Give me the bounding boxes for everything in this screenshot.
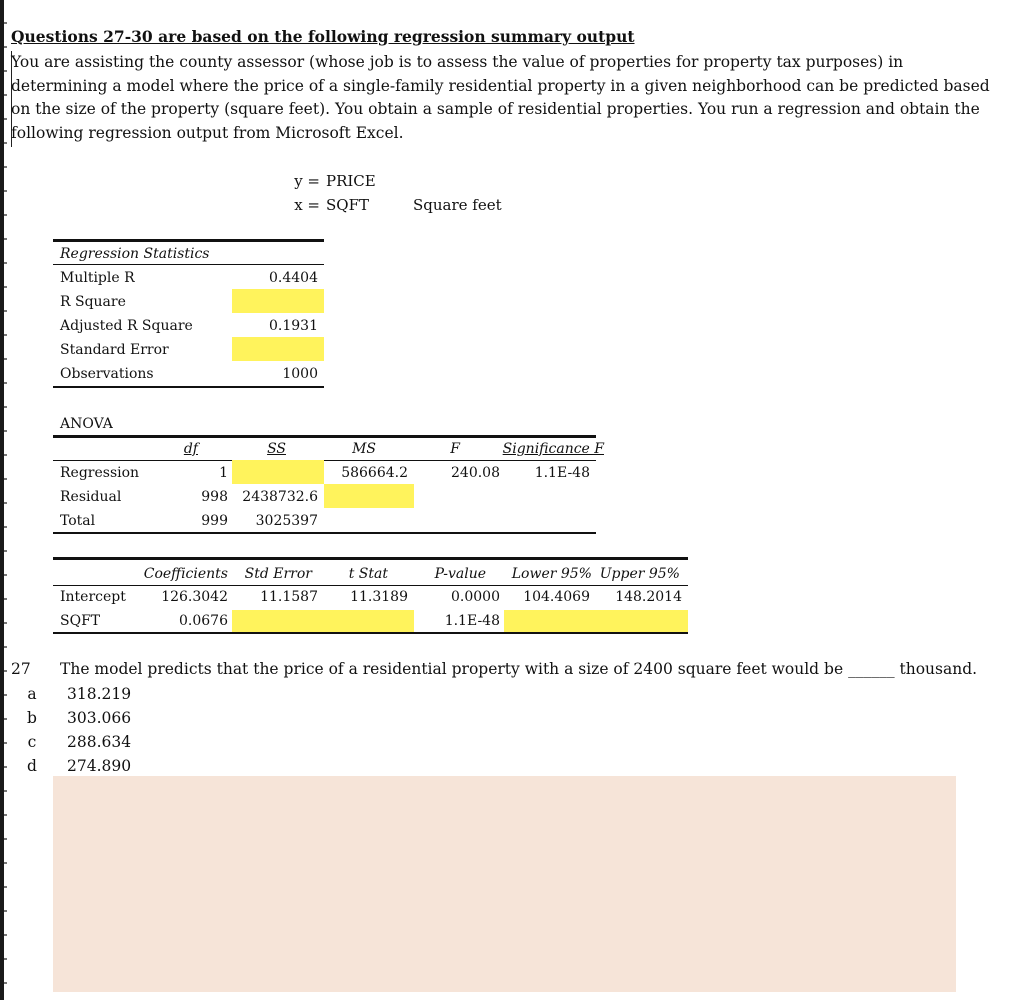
anova-row-label: Regression (60, 465, 140, 481)
anova-row-label: Total (60, 513, 96, 529)
x-value: SQFT (326, 196, 369, 214)
question-number: 27 (11, 660, 31, 678)
coef-t-stat: 11.3189 (350, 589, 408, 605)
left-border-ticks (4, 0, 7, 1000)
section-title: Questions 27-30 are based on the following regression summary output (11, 27, 635, 46)
anova-top-rule (53, 435, 596, 438)
coef-header-rule (53, 585, 688, 586)
coef-col-header: Upper 95% (599, 566, 680, 582)
stat-label: Standard Error (60, 342, 169, 358)
coef-row-label: SQFT (60, 613, 101, 629)
coef-p-value: 1.1E-48 (444, 613, 500, 629)
coef-col-header: t Stat (348, 566, 388, 582)
stat-value: 0.4404 (269, 270, 318, 286)
option-letter: c (27, 733, 37, 751)
table-top-rule (53, 239, 324, 242)
anova-df: 999 (201, 513, 228, 529)
stat-label: Multiple R (60, 270, 135, 286)
coef-top-rule (53, 557, 688, 560)
coef-col-header: Coefficients (143, 566, 228, 582)
anova-ss: 2438732.6 (242, 489, 318, 505)
table-bottom-rule (53, 386, 324, 388)
anova-f: 240.08 (451, 465, 500, 481)
coef-upper-95: 148.2014 (615, 589, 682, 605)
stat-label: Adjusted R Square (60, 318, 193, 334)
option-text: 318.219 (67, 685, 132, 703)
question-text (60, 660, 977, 678)
y-value: PRICE (326, 172, 376, 190)
coef-col-header: P-value (434, 566, 486, 582)
coef-bottom-rule (53, 632, 688, 634)
option-letter: b (27, 709, 37, 727)
anova-header-rule (53, 460, 596, 461)
option-letter: a (27, 685, 37, 703)
anova-col-header: df (183, 441, 198, 457)
coef-value: 126.3042 (161, 589, 228, 605)
anova-bottom-rule (53, 532, 596, 534)
anova-df: 998 (201, 489, 228, 505)
intro-paragraph: You are assisting the county assessor (whose job is to assess the value of properties for property tax purposes) in determining a model where the price of a single-family residential property in a given neighborhood can be predicted based on the size of the property (square feet). You obtain a sample of residential properties. You run a regression and obtain the following regression output from Microsoft Excel. (11, 53, 990, 142)
sqft-se-tstat-highlight (232, 610, 414, 632)
x-label: x = (294, 196, 320, 214)
stat-value: 1000 (282, 366, 318, 382)
coef-value: 0.0676 (179, 613, 228, 629)
standard-error-highlight (232, 337, 324, 361)
question-blank: ______ (848, 660, 895, 678)
header-rule (53, 264, 324, 265)
r-square-highlight (232, 289, 324, 313)
coef-col-header: Lower 95% (511, 566, 592, 582)
stat-label: R Square (60, 294, 126, 310)
coef-lower-95: 104.4069 (523, 589, 590, 605)
regression-ss-highlight (232, 460, 324, 484)
option-text: 274.890 (67, 757, 132, 775)
coef-std-error: 11.1587 (260, 589, 318, 605)
stat-value: 0.1931 (269, 318, 318, 334)
x-note: Square feet (413, 196, 502, 214)
anova-col-header: SS (267, 441, 286, 457)
residual-ms-highlight (324, 484, 414, 508)
anova-significance-f: 1.1E-48 (534, 465, 590, 481)
stat-label: Observations (60, 366, 154, 382)
answer-box[interactable] (53, 776, 956, 992)
anova-ms: 586664.2 (341, 465, 408, 481)
coef-row-label: Intercept (60, 589, 126, 605)
anova-col-header: Significance F (502, 441, 604, 457)
coef-p-value: 0.0000 (451, 589, 500, 605)
anova-df: 1 (219, 465, 228, 481)
question-stem: The model predicts that the price of a residential property with a size of 2400 square feet would be (60, 660, 844, 678)
anova-ss: 3025397 (255, 513, 318, 529)
sqft-confidence-highlight (504, 610, 688, 632)
option-text: 288.634 (67, 733, 132, 751)
regression-statistics-header: Regression Statistics (60, 246, 210, 262)
anova-col-header: MS (352, 441, 376, 457)
option-text: 303.066 (67, 709, 132, 727)
anova-col-header: F (450, 441, 460, 457)
anova-row-label: Residual (60, 489, 122, 505)
question-suffix: thousand. (899, 660, 978, 678)
coef-col-header: Std Error (244, 566, 312, 582)
y-label: y = (294, 172, 320, 190)
anova-title: ANOVA (60, 416, 113, 432)
option-letter: d (27, 757, 37, 775)
